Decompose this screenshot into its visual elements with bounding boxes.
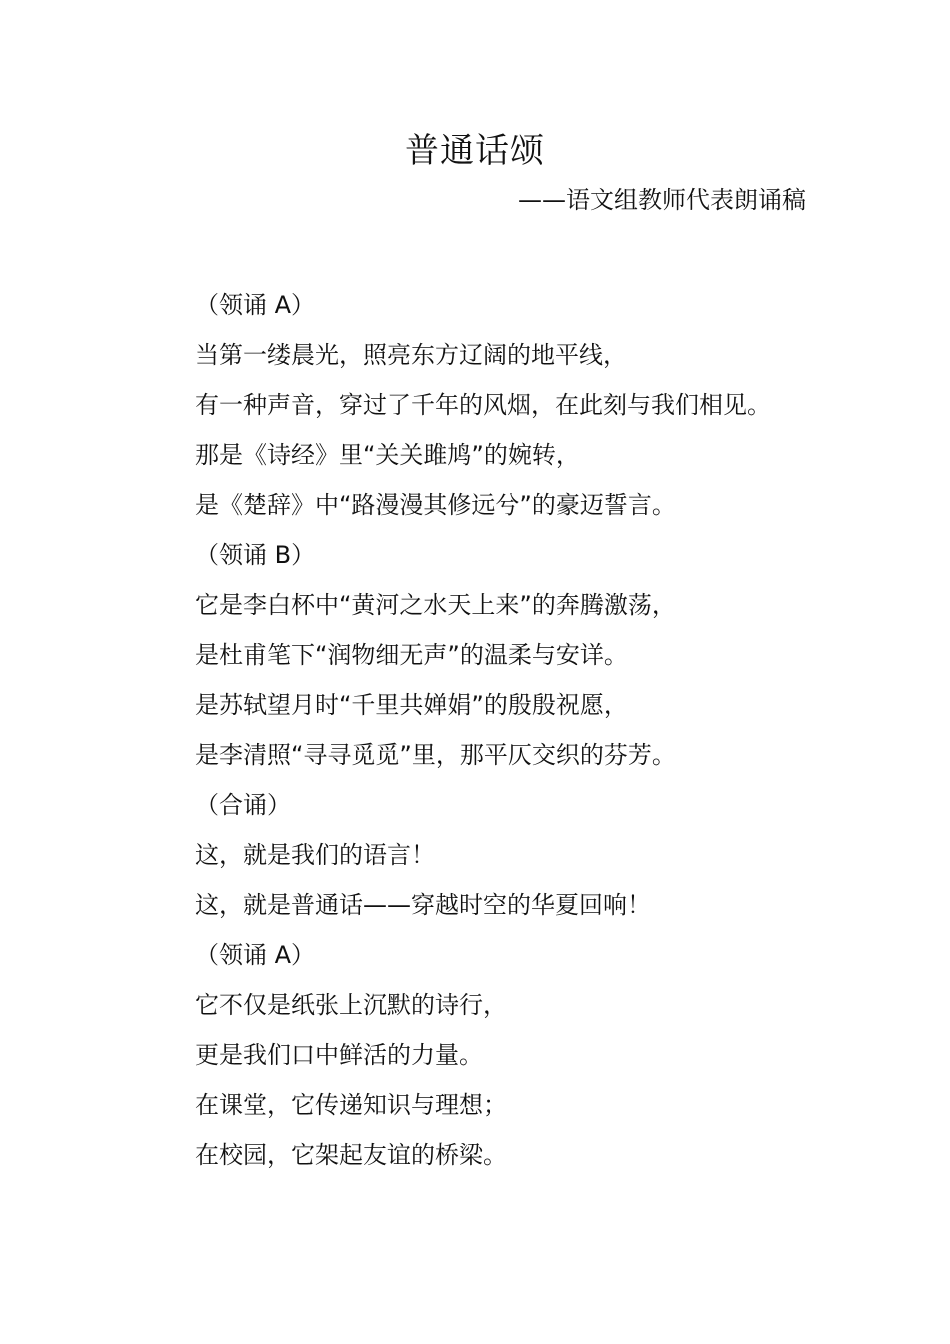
verse-line: 是苏轼望月时“千里共婵娟”的殷殷祝愿，: [195, 691, 628, 719]
role-label-chorus: （合诵）: [195, 791, 291, 819]
verse-line: 这，就是我们的语言！: [195, 841, 435, 869]
verse-line: 是杜甫笔下“润物细无声”的温柔与安详。: [195, 641, 628, 669]
verse-line: 有一种声音，穿过了千年的风烟，在此刻与我们相见。: [195, 391, 771, 419]
document-body: [145, 280, 815, 1180]
role-label-lead-a: （领诵 A）: [195, 291, 316, 319]
document-subtitle: ——语文组教师代表朗诵稿: [518, 186, 806, 214]
document-title: 普通话颂: [405, 131, 545, 171]
verse-line: 更是我们口中鲜活的力量。: [195, 1041, 483, 1069]
verse-line: 在校园，它架起友谊的桥梁。: [195, 1141, 507, 1169]
verse-line: 是李清照“寻寻觅觅”里，那平仄交织的芬芳。: [195, 741, 676, 769]
role-label-lead-b: （领诵 B）: [195, 541, 316, 569]
role-label-lead-a: （领诵 A）: [195, 941, 316, 969]
verse-line: 这，就是普通话——穿越时空的华夏回响！: [195, 891, 651, 919]
verse-line: 那是《诗经》里“关关雎鸠”的婉转，: [195, 441, 580, 469]
verse-line: 当第一缕晨光，照亮东方辽阔的地平线，: [195, 341, 627, 369]
verse-line: 在课堂，它传递知识与理想；: [195, 1091, 507, 1119]
verse-line: 它是李白杯中“黄河之水天上来”的奔腾激荡，: [195, 591, 676, 619]
verse-line: 它不仅是纸张上沉默的诗行，: [195, 991, 507, 1019]
verse-line: 是《楚辞》中“路漫漫其修远兮”的豪迈誓言。: [195, 491, 676, 519]
